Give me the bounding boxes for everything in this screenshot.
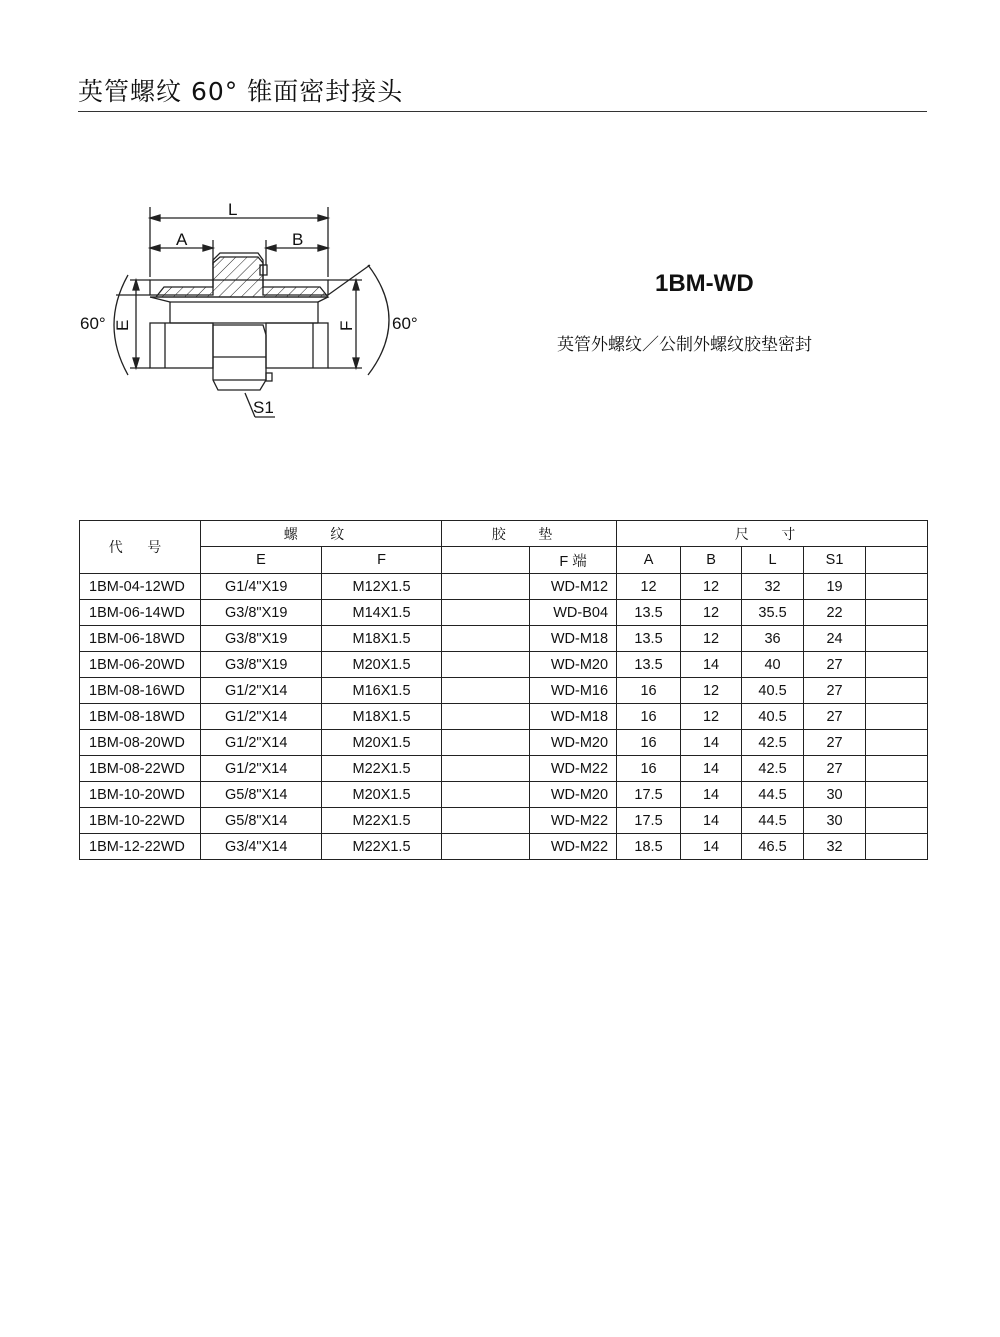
dim-label-a: A xyxy=(176,230,188,249)
cell-thread-e: G5/8"X14 xyxy=(201,782,322,808)
angle-label-left: 60° xyxy=(80,314,106,333)
cell-code: 1BM-08-18WD xyxy=(80,704,201,730)
table-header-row xyxy=(80,521,928,547)
page-title: 英管螺纹 60° 锥面密封接头 xyxy=(78,77,404,106)
cell-l: 35.5 xyxy=(742,600,804,626)
cell-thread-e: G3/8"X19 xyxy=(201,600,322,626)
cell-blank xyxy=(866,574,928,600)
cell-a: 16 xyxy=(617,756,681,782)
cell-b: 14 xyxy=(681,834,742,860)
table-row xyxy=(80,678,928,704)
cell-blank xyxy=(866,704,928,730)
cell-a: 16 xyxy=(617,678,681,704)
product-description: 英管外螺纹／公制外螺纹胶垫密封 xyxy=(557,335,812,355)
cell-b: 14 xyxy=(681,782,742,808)
table-row xyxy=(80,652,928,678)
cell-b: 12 xyxy=(681,678,742,704)
cell-b: 14 xyxy=(681,730,742,756)
header-code: 代 号 xyxy=(80,521,201,574)
table-row xyxy=(80,704,928,730)
cell-thread-f: M22X1.5 xyxy=(322,808,442,834)
cell-b: 14 xyxy=(681,756,742,782)
cell-l: 36 xyxy=(742,626,804,652)
cell-a: 16 xyxy=(617,704,681,730)
cell-a: 13.5 xyxy=(617,600,681,626)
header-a: A xyxy=(617,547,681,574)
cell-gasket-blank xyxy=(442,756,530,782)
cell-gasket: WD-M22 xyxy=(530,756,617,782)
model-code: 1BM-WD xyxy=(655,270,754,297)
cell-code: 1BM-08-22WD xyxy=(80,756,201,782)
header-thread: 螺 纹 xyxy=(201,521,442,547)
header-f: F xyxy=(322,547,442,574)
cell-a: 17.5 xyxy=(617,808,681,834)
cell-gasket: WD-M18 xyxy=(530,704,617,730)
table-row xyxy=(80,730,928,756)
cell-gasket-blank xyxy=(442,678,530,704)
cell-l: 44.5 xyxy=(742,808,804,834)
cell-blank xyxy=(866,782,928,808)
cell-gasket-blank xyxy=(442,626,530,652)
cell-a: 13.5 xyxy=(617,652,681,678)
cell-thread-e: G1/2"X14 xyxy=(201,756,322,782)
cell-b: 14 xyxy=(681,808,742,834)
cell-l: 40.5 xyxy=(742,678,804,704)
cell-code: 1BM-06-18WD xyxy=(80,626,201,652)
cell-thread-e: G1/2"X14 xyxy=(201,730,322,756)
cell-code: 1BM-04-12WD xyxy=(80,574,201,600)
cell-a: 12 xyxy=(617,574,681,600)
cell-a: 17.5 xyxy=(617,782,681,808)
cell-code: 1BM-06-14WD xyxy=(80,600,201,626)
cell-gasket: WD-M20 xyxy=(530,782,617,808)
cell-gasket: WD-M16 xyxy=(530,678,617,704)
cell-gasket-blank xyxy=(442,652,530,678)
cell-code: 1BM-12-22WD xyxy=(80,834,201,860)
cell-code: 1BM-08-20WD xyxy=(80,730,201,756)
cell-b: 12 xyxy=(681,600,742,626)
cell-l: 42.5 xyxy=(742,730,804,756)
cell-b: 14 xyxy=(681,652,742,678)
cell-thread-f: M14X1.5 xyxy=(322,600,442,626)
cell-gasket: WD-M12 xyxy=(530,574,617,600)
cell-b: 12 xyxy=(681,626,742,652)
cell-gasket-blank xyxy=(442,808,530,834)
cell-blank xyxy=(866,600,928,626)
title-divider xyxy=(78,111,927,112)
header-gasket: 胶 垫 xyxy=(442,521,617,547)
cell-code: 1BM-08-16WD xyxy=(80,678,201,704)
cell-thread-f: M12X1.5 xyxy=(322,574,442,600)
cell-code: 1BM-10-20WD xyxy=(80,782,201,808)
cell-thread-e: G3/4"X14 xyxy=(201,834,322,860)
angle-label-right: 60° xyxy=(392,314,418,333)
cell-l: 44.5 xyxy=(742,782,804,808)
cell-l: 42.5 xyxy=(742,756,804,782)
header-blank xyxy=(866,547,928,574)
cell-thread-f: M22X1.5 xyxy=(322,834,442,860)
cell-thread-f: M18X1.5 xyxy=(322,704,442,730)
cell-s1: 32 xyxy=(804,834,866,860)
cell-blank xyxy=(866,652,928,678)
cell-blank xyxy=(866,678,928,704)
dim-label-e: E xyxy=(113,319,132,331)
cell-blank xyxy=(866,626,928,652)
cell-s1: 27 xyxy=(804,678,866,704)
cell-gasket-blank xyxy=(442,704,530,730)
cell-s1: 27 xyxy=(804,652,866,678)
cell-blank xyxy=(866,834,928,860)
header-f-end: F 端 xyxy=(530,547,617,574)
cell-b: 12 xyxy=(681,704,742,730)
cell-thread-e: G1/4"X19 xyxy=(201,574,322,600)
table-row xyxy=(80,756,928,782)
cell-thread-e: G3/8"X19 xyxy=(201,626,322,652)
header-s1: S1 xyxy=(804,547,866,574)
cell-thread-f: M20X1.5 xyxy=(322,652,442,678)
cell-l: 32 xyxy=(742,574,804,600)
cell-s1: 24 xyxy=(804,626,866,652)
cell-thread-e: G3/8"X19 xyxy=(201,652,322,678)
dim-label-f: F xyxy=(337,320,356,331)
dim-label-b: B xyxy=(292,230,304,249)
cell-gasket: WD-M22 xyxy=(530,808,617,834)
cell-thread-f: M20X1.5 xyxy=(322,782,442,808)
cell-blank xyxy=(866,756,928,782)
cell-blank xyxy=(866,730,928,756)
table-row xyxy=(80,834,928,860)
table-row xyxy=(80,600,928,626)
cell-thread-e: G1/2"X14 xyxy=(201,704,322,730)
cell-code: 1BM-10-22WD xyxy=(80,808,201,834)
cell-thread-f: M22X1.5 xyxy=(322,756,442,782)
cell-a: 16 xyxy=(617,730,681,756)
fitting-drawing xyxy=(70,185,450,425)
table-row xyxy=(80,574,928,600)
cell-s1: 30 xyxy=(804,782,866,808)
cell-a: 18.5 xyxy=(617,834,681,860)
cell-gasket-blank xyxy=(442,782,530,808)
cell-s1: 22 xyxy=(804,600,866,626)
table-row xyxy=(80,782,928,808)
header-e: E xyxy=(201,547,322,574)
cell-s1: 27 xyxy=(804,756,866,782)
cell-a: 13.5 xyxy=(617,626,681,652)
cell-s1: 19 xyxy=(804,574,866,600)
cell-blank xyxy=(866,808,928,834)
cell-l: 40 xyxy=(742,652,804,678)
cell-gasket-blank xyxy=(442,730,530,756)
header-gasket-blank xyxy=(442,547,530,574)
header-l: L xyxy=(742,547,804,574)
table-subheader-row xyxy=(80,547,928,574)
cell-gasket: WD-B04 xyxy=(530,600,617,626)
cell-l: 40.5 xyxy=(742,704,804,730)
cell-gasket: WD-M18 xyxy=(530,626,617,652)
cell-gasket: WD-M20 xyxy=(530,730,617,756)
cell-s1: 30 xyxy=(804,808,866,834)
cell-s1: 27 xyxy=(804,730,866,756)
cell-gasket: WD-M22 xyxy=(530,834,617,860)
cell-b: 12 xyxy=(681,574,742,600)
dim-label-s1: S1 xyxy=(253,398,274,417)
cell-thread-f: M18X1.5 xyxy=(322,626,442,652)
table-row xyxy=(80,808,928,834)
header-b: B xyxy=(681,547,742,574)
table-row xyxy=(80,626,928,652)
cell-thread-e: G5/8"X14 xyxy=(201,808,322,834)
cell-gasket-blank xyxy=(442,600,530,626)
cell-thread-e: G1/2"X14 xyxy=(201,678,322,704)
cell-l: 46.5 xyxy=(742,834,804,860)
header-dimension: 尺 寸 xyxy=(617,521,928,547)
cell-gasket: WD-M20 xyxy=(530,652,617,678)
cell-gasket-blank xyxy=(442,574,530,600)
cell-thread-f: M20X1.5 xyxy=(322,730,442,756)
spec-table xyxy=(79,520,928,860)
cell-s1: 27 xyxy=(804,704,866,730)
cell-code: 1BM-06-20WD xyxy=(80,652,201,678)
cell-gasket-blank xyxy=(442,834,530,860)
dim-label-l: L xyxy=(228,200,238,219)
cell-thread-f: M16X1.5 xyxy=(322,678,442,704)
